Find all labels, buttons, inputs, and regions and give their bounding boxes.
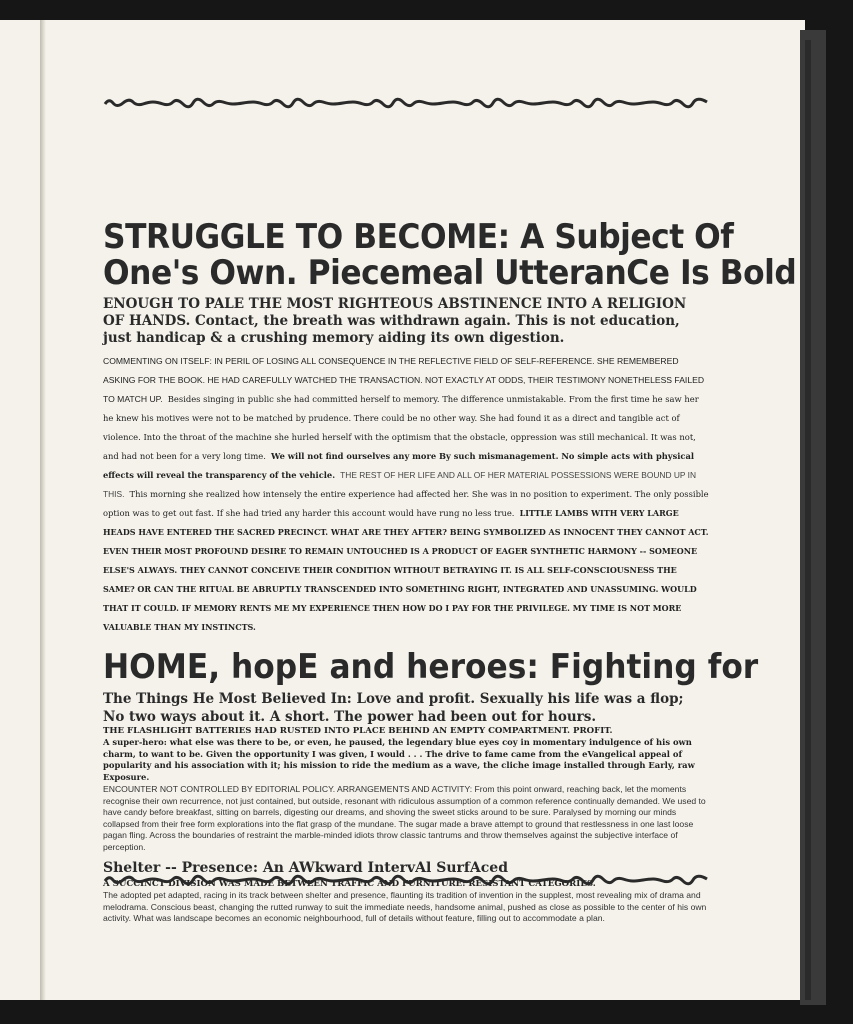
block1-bold: We will not find ourselves any more By such mismanagement. No simple acts with physical effects will reveal the transparency of the vehicle. [103, 451, 694, 480]
heading-1-line-2: One's Own. Piecemeal UtteranCe Is Bold [103, 253, 797, 293]
heading-2: HOME, hopE and heroes: Fighting for [103, 647, 759, 687]
block2-light-text: From this point onward, reaching back, let the moments recognise their own recurrence, not just contained, but outside, resonant with ridiculous assumption of a common reference continually demanded. We used to have candy before breakfast, sitting on barrels, digesting our dreams, and shoving the sweet sticks around to be sure. Paralysed by morning our minds collapsed from their free form explorations into the flat grasp of the mundane. The sugar made a brave attempt to ground that restlessness in one last loose pagan fling. Across the boundaries of restraint the marble-minded idiots throw classic tantrums and throw themselves against the subjective interface of perception. [103, 784, 706, 852]
block1-caps: COMMENTING ON ITSELF: IN PERIL OF LOSING ALL CONSEQUENCE IN THE REFLECTIVE FIELD OF SELF-REFERENCE. SHE REMEMBERED ASKING FOR THE BOOK. HE HAD CAREFULLY WATCHED THE TRANSACTION. NOT EXACTLY AT ODDS, THEIR TESTIMONY NONETHELESS FAILED TO MATCH UP. [103, 356, 705, 404]
block1-light: THE REST OF HER LIFE AND ALL OF HER MATERIAL POSSESSIONS WERE BOUND UP IN THIS. [103, 470, 697, 499]
block2-bold: A super-hero: what else was there to be, or even, he paused, the legendary blue eyes coy in momentary indulgence of his own charm, to want to be. Given the opportunity I was given, I would . . . The drive to fame came from the eVangelical appeal of popularity and his association with it; his mission to ride the medium as a wave, the cliche image installed through Early, raw Exposure. [103, 737, 695, 782]
block2-caps: THE FLASHLIGHT BATTERIES HAD RUSTED INTO PLACE BEHIND AN EMPTY COMPARTMENT. PROFIT. [103, 726, 613, 736]
block1-caps-2: LITTLE LAMBS WITH VERY LARGE HEADS HAVE ENTERED THE SACRED PRECINCT. WHAT ARE THEY AFTER? BEING SYMBOLIZED AS INNOCENT THEY CANNOT ACT. EVEN THEIR MOST PROFOUND DESIRE TO REMAIN UNTOUCHED IS A PRODUCT OF EAGER SYNTHETIC HARMONY -- SOMEONE ELSE'S ALWAYS. THEY CANNOT CONCEIVE THEIR CONDITION WITHOUT BETRAYING IT. IS ALL SELF-CONSCIOUSNESS THE SAME? OR CAN THE RITUAL BE ABRUPTLY TRANSCENDED INTO SOMETHING RIGHT, INTEGRATED AND UNASSUMING. WOULD THAT IT COULD. IF MEMORY RENTS ME MY EXPERIENCE THEN HOW DO I PAY FOR THE PRIVILEGE. MY TIME IS NOT MORE VALUABLE THAN MY INSTINCTS. [103, 508, 709, 632]
gutter [40, 20, 46, 1000]
heading-3: Shelter -- Presence: An AWkward IntervAl SurfAced [103, 860, 508, 876]
subhead-2: The Things He Most Believed In: Love and profit. Sexually his life was a flop; No two ways about it. A short. The power had been out for hours. [103, 691, 684, 725]
block2-light [103, 784, 709, 853]
heading-1-line-1: STRUGGLE TO BECOME: A Subject Of [103, 217, 734, 257]
block1-body: Besides singing in public she had committed herself to memory. The difference unmistakable. From the first time he saw her he knew his motives were not to be matched by prudence. There could be no other way. She had found it as a direct and tangible act of violence. Into the throat of the machine she hurled herself with the optimism that the obstacle, oppression was still mechanical. It was not, and had not been for a very long time. [103, 394, 699, 461]
block1-body-2: This morning she realized how intensely the entire experience had affected her. She was in no position to experiment. The only possible option was to get out fast. If she had tried any harder this account would have rung no less true. [103, 489, 709, 518]
block3-light: The adopted pet adapted, racing in its track between shelter and presence, flaunting its tradition of invention in the supplest, most revealing mix of drama and melodrama. Conscious beast, changing the rutted runway to suit the immediate needs, handsome animal, pushed as close as possible to the center of his own activity. What was landscape becomes an economic neighbourhood, full of details without feature, filling out to accommodate a plan. [103, 890, 707, 923]
subhead-1: ENOUGH TO PALE THE MOST RIGHTEOUS ABSTINENCE INTO A RELIGION OF HANDS. Contact, the breath was withdrawn again. This is not education, just handicap & a crushing memory aiding its own digestion. [103, 296, 687, 346]
block3-caps: A SUCCINCT DIVISION WAS MADE BETWEEN TRAFFIC AND FURNITURE: RESISTANT CATEGORIES. [103, 879, 596, 889]
decorative-border-top [103, 96, 709, 110]
article [103, 217, 797, 925]
block2-light-caps: ENCOUNTER NOT CONTROLLED BY EDITORIAL POLICY. ARRANGEMENTS AND ACTIVITY: [103, 784, 473, 794]
page-edge [800, 30, 826, 1005]
page-edge-inner [805, 40, 811, 1000]
decorative-border-bottom [103, 873, 709, 887]
text-block-1 [103, 349, 709, 634]
